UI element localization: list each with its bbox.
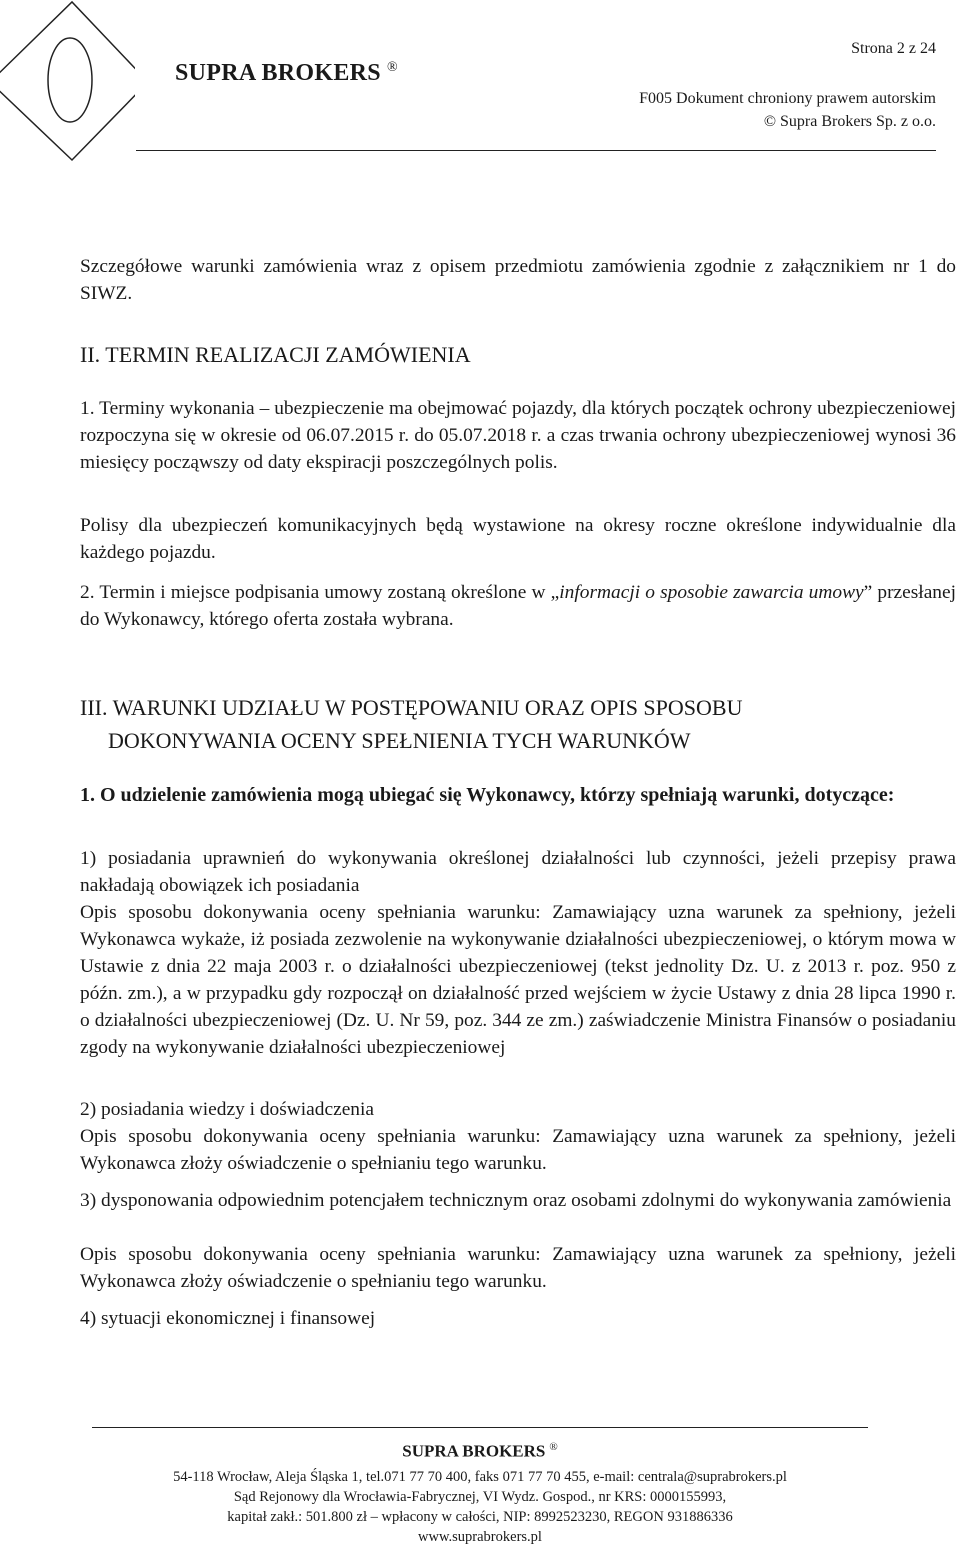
- footer-website-link[interactable]: www.suprabrokers.pl: [418, 1529, 542, 1545]
- item-2-text-end: ” przesłanej do Wykonawcy, którego oferta została wybrana.: [80, 582, 956, 630]
- section-2-item-2: [80, 579, 956, 633]
- page-number: Strona 2 z 24: [851, 40, 936, 57]
- footer-address: 54-118 Wrocław, Aleja Śląska 1, tel.071 77 70 400, faks 071 77 70 455, e-mail: centrala@suprabrokers.pl: [173, 1469, 787, 1485]
- footer-brand-name: SUPRA BROKERS: [402, 1441, 546, 1461]
- section-3-heading-line-1: III. WARUNKI UDZIAŁU W POSTĘPOWANIU ORAZ OPIS SPOSOBU: [80, 695, 743, 720]
- footer-registered-mark-icon: ®: [549, 1441, 558, 1453]
- company-logo: [0, 0, 135, 165]
- footer-court-registry: Sąd Rejonowy dla Wrocławia-Fabrycznej, VI Wydz. Gospod., nr KRS: 0000155993,: [233, 1489, 727, 1505]
- section-2-heading: II. TERMIN REALIZACJI ZAMÓWIENIA: [80, 342, 471, 367]
- condition-1-title: 1) posiadania uprawnień do wykonywania określonej działalności lub czynności, jeżeli przepisy prawa nakładają obowiązek ich posiadania: [80, 848, 956, 896]
- condition-4-title: 4) sytuacji ekonomicznej i finansowej: [80, 1308, 376, 1329]
- condition-3-title: 3) dysponowania odpowiednim potencjałem technicznym oraz osobami zdolnymi do wykonywania zamówienia: [80, 1190, 952, 1211]
- footer-brand: [0, 1441, 960, 1462]
- section-2-polisy-paragraph: Polisy dla ubezpieczeń komunikacyjnych będą wystawione na okresy roczne określone indywidualnie dla każdego pojazdu.: [80, 515, 956, 563]
- section-3-heading-line-2: DOKONYWANIA OCENY SPEŁNIENIA TYCH WARUNKÓW: [108, 728, 691, 753]
- condition-1-description: Opis sposobu dokonywania oceny spełniania warunku: Zamawiający uzna warunek za spełniony, jeżeli Wykonawca wykaże, iż posiada zezwolenie na wykonywanie działalności ubezpieczeniowej, o którym mowa w Ustawie z dnia 22 maja 2003 r. o działalności ubezpieczeniowej (tekst jednolity Dz. U. z 2013 r. poz. 950 z późn. zm.), a w przypadku gdy rozpoczął on działalność przed wejściem w życie Ustawy z dnia 28 lipca 1990 r. o działalności ubezpieczeniowej (Dz. U. Nr 59, poz. 344 ze zm.) zaświadczenie Ministra Finansów o posiadaniu zgody na wykonywanie działalności ubezpieczeniowej: [80, 902, 956, 1058]
- registered-mark-icon: ®: [386, 60, 398, 75]
- document-code: F005 Dokument chroniony prawem autorskim: [639, 90, 936, 107]
- footer-capital-ids: kapitał zakł.: 501.800 zł – wpłacony w całości, NIP: 8992523230, REGON 931886336: [227, 1509, 733, 1525]
- header-divider: [136, 150, 936, 151]
- condition-2-title: 2) posiadania wiedzy i doświadczenia: [80, 1099, 374, 1120]
- section-2-item-1: 1. Terminy wykonania – ubezpieczenie ma obejmować pojazdy, dla których początek ochrony ubezpieczeniowej rozpoczyna się w okresie od 06.07.2015 r. do 05.07.2018 r. a czas trwania ochrony ubezpieczeniowej wynosi 36 miesięcy począwszy od daty ekspiracji poszczególnych polis.: [80, 398, 956, 473]
- header-brand: [175, 60, 398, 87]
- condition-2-description: Opis sposobu dokonywania oceny spełniania warunku: Zamawiający uzna warunek za spełniony, jeżeli Wykonawca złoży oświadczenie o spełnianiu tego warunku.: [80, 1126, 956, 1174]
- intro-paragraph: Szczegółowe warunki zamówienia wraz z opisem przedmiotu zamówienia zgodnie z załącznikiem nr 1 do SIWZ.: [80, 256, 956, 304]
- section-3-lead: 1. O udzielenie zamówienia mogą ubiegać się Wykonawcy, którzy spełniają warunki, dotyczące:: [80, 784, 895, 806]
- item-2-italic-phrase: informacji o sposobie zawarcia umowy: [559, 582, 864, 603]
- condition-3-description: Opis sposobu dokonywania oceny spełniania warunku: Zamawiający uzna warunek za spełniony, jeżeli Wykonawca złoży oświadczenie o spełnianiu tego warunku.: [80, 1244, 956, 1292]
- footer-divider: [92, 1427, 868, 1428]
- copyright-notice: © Supra Brokers Sp. z o.o.: [763, 113, 936, 130]
- header-brand-name: SUPRA BROKERS: [175, 60, 381, 86]
- item-2-text-start: 2. Termin i miejsce podpisania umowy zostaną określone w „: [80, 582, 560, 603]
